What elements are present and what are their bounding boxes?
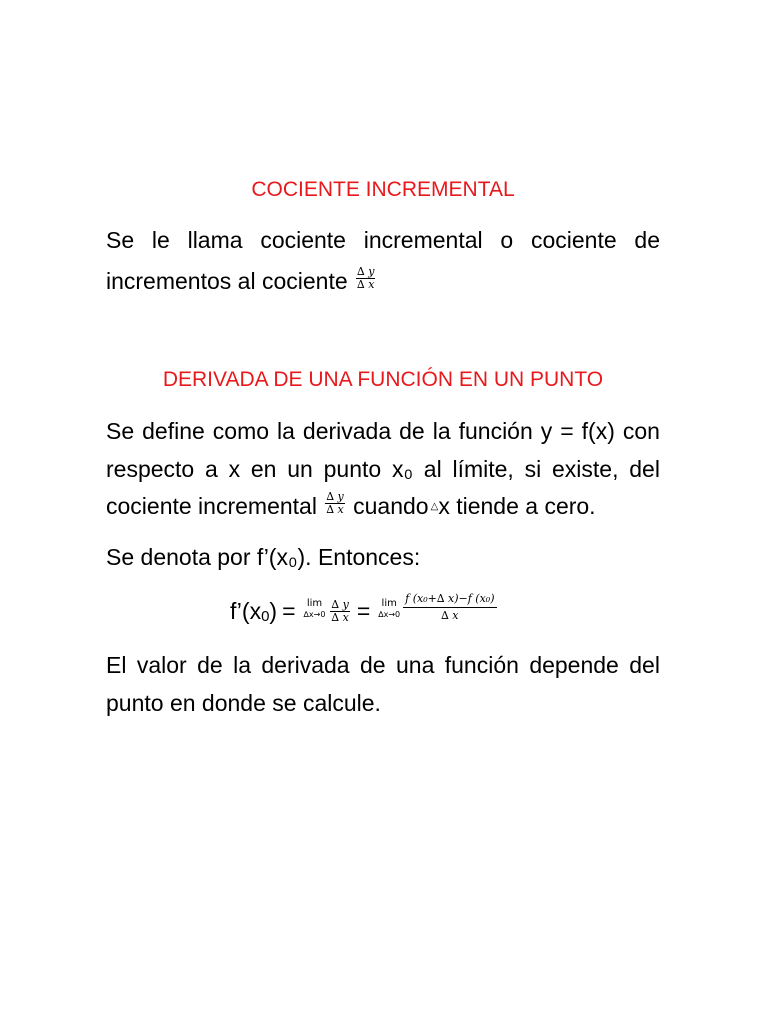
paragraph-2-line-1-word: con bbox=[622, 418, 660, 444]
paragraph-2-line-2-word: al bbox=[423, 456, 442, 482]
paragraph-2-line-1-word: y bbox=[540, 418, 553, 444]
paragraph-1-word: incremental bbox=[363, 227, 483, 253]
fraction-numerator: ∆ y bbox=[357, 265, 375, 279]
delta-y-over-delta-x-fraction bbox=[356, 266, 375, 291]
paragraph-4-word: El bbox=[106, 652, 127, 678]
heading-cociente-incremental: COCIENTE INCREMENTAL bbox=[251, 178, 515, 201]
fraction-numerator: ∆ y bbox=[331, 597, 349, 611]
lim-text: lim bbox=[381, 598, 397, 609]
formula-lhs bbox=[230, 598, 277, 625]
paragraph-2-text-a: cociente incremental bbox=[106, 493, 317, 519]
paragraph-1-line-2 bbox=[106, 266, 660, 296]
paragraph-2-line-1-word: define bbox=[142, 418, 205, 444]
document-page bbox=[106, 0, 660, 1024]
paragraph-2-line-1-word: = bbox=[560, 418, 574, 444]
paragraph-2-line-1-word: derivada bbox=[302, 418, 392, 444]
fraction-denominator: ∆ x bbox=[357, 278, 375, 292]
formula-delta-fraction bbox=[330, 599, 349, 624]
paragraph-2-text-b: cuando bbox=[353, 493, 429, 519]
paragraph-1-word: cociente bbox=[260, 227, 346, 253]
lim-text: lim bbox=[306, 598, 323, 609]
fraction-denominator: ∆ x bbox=[326, 503, 344, 517]
paragraph-1-word: o bbox=[500, 227, 514, 253]
fraction-numerator: ∆ y bbox=[326, 490, 344, 504]
paragraph-1-word: le bbox=[151, 227, 170, 253]
paragraph-2-line-2-word: un bbox=[287, 456, 313, 482]
paragraph-2-line-1 bbox=[106, 416, 660, 446]
paragraph-4-word: la bbox=[233, 652, 251, 678]
paragraph-4-word: depende bbox=[529, 652, 619, 678]
paragraph-2-line-2-word: a bbox=[205, 456, 218, 482]
paragraph-2-line-2-word: si bbox=[524, 456, 542, 482]
paragraph-2-line-2-word: límite, bbox=[452, 456, 514, 482]
paragraph-1-line-1 bbox=[106, 225, 660, 255]
paragraph-2-line-1-word: f(x) bbox=[581, 418, 615, 444]
paragraph-4-word: del bbox=[629, 652, 660, 678]
limit-operator-1 bbox=[304, 598, 326, 620]
derivative-definition-formula bbox=[230, 586, 497, 636]
paragraph-2-line-2-word: x bbox=[228, 456, 241, 482]
small-delta-symbol: △ bbox=[430, 501, 439, 512]
paragraph-2-line-2-word: del bbox=[629, 456, 660, 482]
paragraph-1-text: incrementos al cociente bbox=[106, 268, 348, 294]
paragraph-1-word: llama bbox=[187, 227, 243, 253]
paragraph-2-line-3 bbox=[106, 491, 660, 527]
paragraph-2-line-1-word: la bbox=[432, 418, 451, 444]
limit-operator-2 bbox=[378, 598, 400, 620]
paragraph-2-line-1-word: función bbox=[458, 418, 533, 444]
paragraph-2-line-2-word: x₀ bbox=[391, 456, 413, 482]
paragraph-2-text-c: x tiende a cero. bbox=[438, 493, 596, 519]
equals-sign-2: = bbox=[356, 597, 371, 624]
paragraph-2-line-2-word: respecto bbox=[106, 456, 195, 482]
paragraph-4-word: de bbox=[197, 652, 223, 678]
paragraph-4-line-1 bbox=[106, 650, 660, 680]
paragraph-2-line-1-word: como bbox=[212, 418, 270, 444]
formula-lhs-close: ) bbox=[269, 597, 278, 624]
paragraph-4-word: una bbox=[395, 652, 435, 678]
paragraph-4-word: de bbox=[360, 652, 386, 678]
paragraph-2-line-2 bbox=[106, 454, 660, 484]
heading-derivada: DERIVADA DE UNA FUNCIÓN EN UN PUNTO bbox=[162, 368, 604, 391]
difference-quotient-numerator: f (x₀+∆ x)−f (x₀) bbox=[403, 592, 496, 608]
paragraph-3: Se denota por f’(x₀). Entonces: bbox=[106, 544, 421, 570]
paragraph-1-word: de bbox=[634, 227, 660, 253]
lim-subscript: ∆x→0 bbox=[378, 610, 401, 619]
paragraph-4-word: derivada bbox=[261, 652, 350, 678]
paragraph-2-line-2-word: existe, bbox=[552, 456, 619, 482]
paragraph-2-line-2-word: punto bbox=[323, 456, 382, 482]
paragraph-4-word: función bbox=[444, 652, 519, 678]
paragraph-1-word: cociente bbox=[530, 227, 617, 253]
paragraph-2-line-1-word: de bbox=[399, 418, 425, 444]
paragraph-2-line-1-word: Se bbox=[106, 418, 135, 444]
delta-y-over-delta-x-fraction-2 bbox=[325, 491, 344, 516]
formula-lhs-subscript: 0 bbox=[261, 607, 270, 625]
paragraph-4-word: valor bbox=[136, 652, 187, 678]
formula-lhs-f: f’(x bbox=[230, 597, 262, 624]
paragraph-2-line-2-word: en bbox=[250, 456, 277, 482]
lim-subscript: ∆x→0 bbox=[303, 610, 326, 619]
paragraph-1-word: Se bbox=[106, 227, 135, 253]
paragraph-2-line-1-word: la bbox=[277, 418, 295, 444]
fraction-denominator: ∆ x bbox=[331, 610, 349, 624]
difference-quotient-fraction bbox=[403, 592, 496, 623]
equals-sign-1: = bbox=[282, 597, 296, 624]
paragraph-4-line-2: punto en donde se calcule. bbox=[106, 690, 381, 716]
difference-quotient-denominator: ∆ x bbox=[441, 608, 459, 622]
